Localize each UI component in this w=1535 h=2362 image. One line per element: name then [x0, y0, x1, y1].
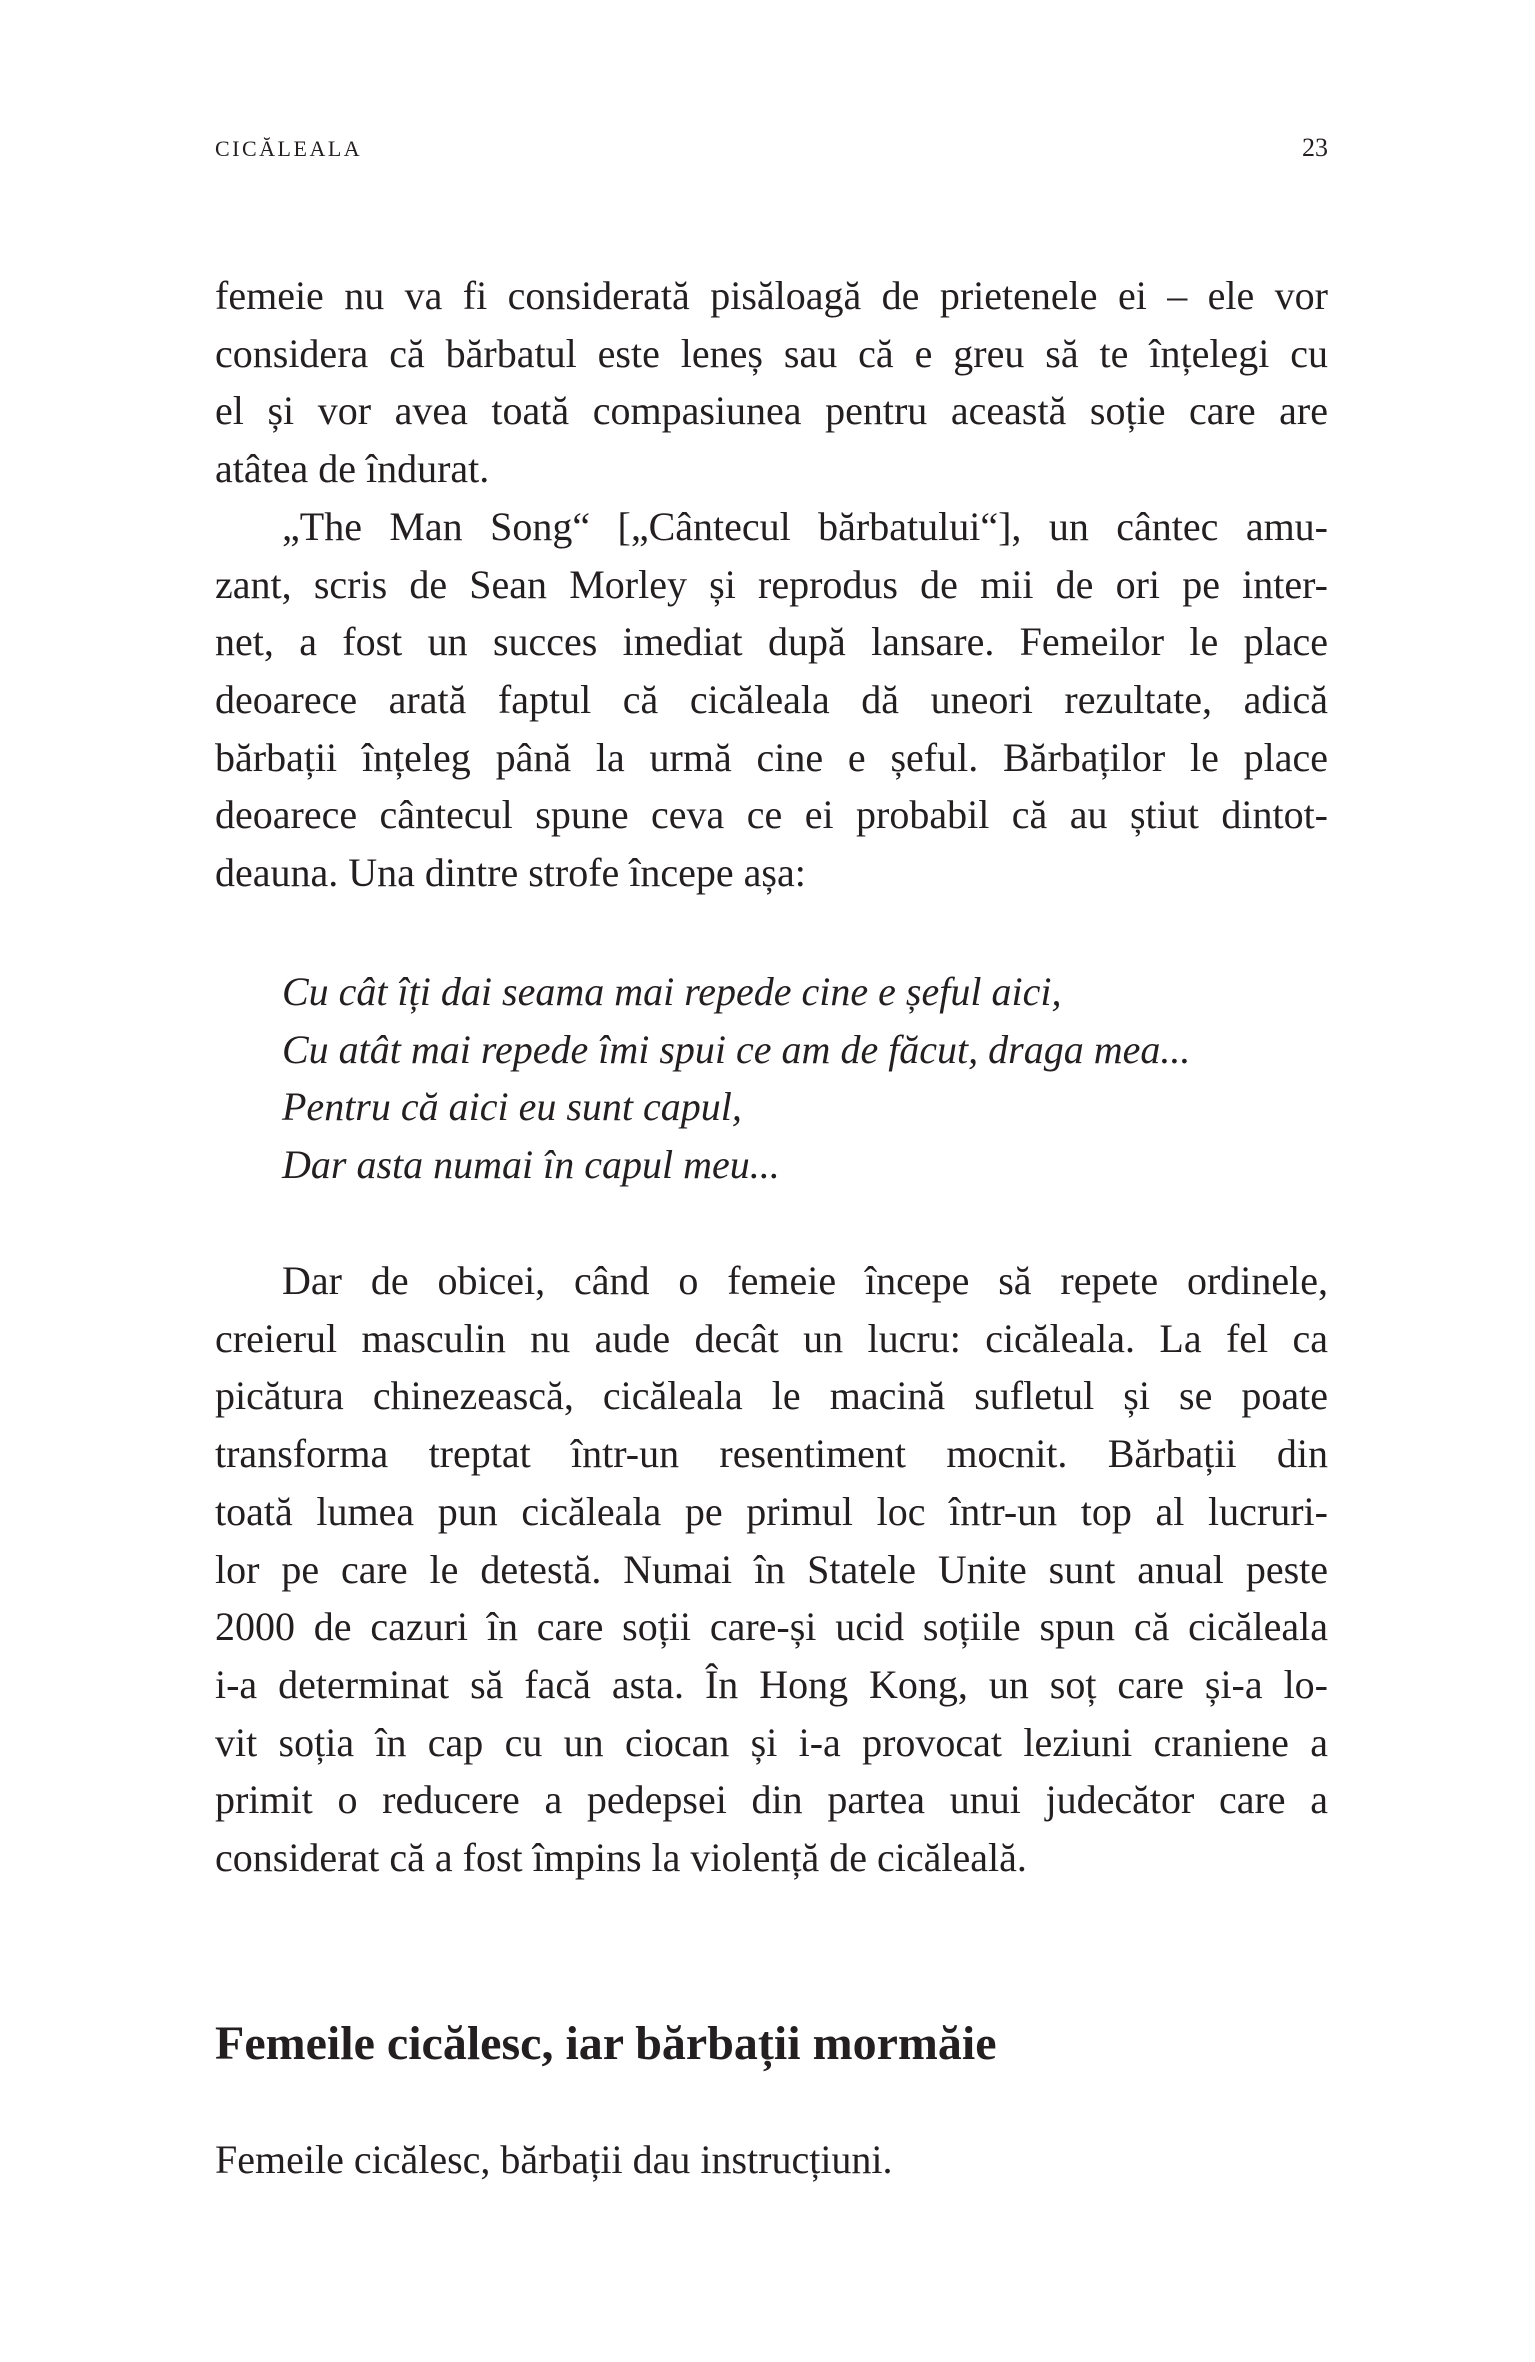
- text-line: deoarece arată faptul că cicăleala dă uneori rezultate, adică: [215, 676, 1328, 722]
- text-line: Dar de obicei, când o femeie începe să repete ordinele,: [282, 1258, 1328, 1303]
- text-line: picătura chinezească, cicăleala le macină sufletul și se poate: [215, 1373, 1328, 1419]
- text-line: toată lumea pun cicăleala pe primul loc într-un top al lucruri-: [215, 1488, 1328, 1534]
- section-heading: Femeile cicălesc, iar bărbații mormăie: [215, 2017, 997, 2070]
- poem-quote: [282, 963, 1282, 1194]
- paragraph-3: [215, 1252, 1328, 1887]
- text-line: atâtea de îndurat.: [215, 446, 490, 492]
- text-line: femeie nu va fi considerată pisăloagă de prietenele ei – ele vor: [215, 273, 1328, 318]
- poem-line: Cu cât îți dai seama mai repede cine e șeful aici,: [282, 969, 1062, 1014]
- text-line: net, a fost un succes imediat după lansare. Femeilor le place: [215, 619, 1328, 665]
- text-line: zant, scris de Sean Morley și reprodus de mii de ori pe inter-: [215, 561, 1328, 607]
- poem-line: Cu atât mai repede îmi spui ce am de făcut, draga mea...: [282, 1026, 1191, 1072]
- text-line: creierul masculin nu aude decât un lucru: cicăleala. La fel ca: [215, 1315, 1328, 1361]
- text-line: deoarece cântecul spune ceva ce ei probabil că au știut dintot-: [215, 792, 1328, 838]
- page-number: 23: [1302, 133, 1328, 162]
- paragraph-4: [215, 2131, 1328, 2189]
- text-line: primit o reducere a pedepsei din partea unui judecător care a: [215, 1777, 1328, 1823]
- poem-line: Dar asta numai în capul meu...: [282, 1142, 780, 1188]
- text-line: vit soția în cap cu un ciocan și i-a provocat leziuni craniene a: [215, 1719, 1328, 1765]
- text-line: considera că bărbatul este leneș sau că e greu să te înțelegi cu: [215, 330, 1328, 376]
- running-title: CICĂLEALA: [215, 136, 363, 161]
- text-line: bărbații înțeleg până la urmă cine e șeful. Bărbaților le place: [215, 734, 1328, 780]
- text-line: „The Man Song“ [„Cântecul bărbatului“], un cântec amu-: [282, 503, 1328, 549]
- paragraph-continued: [215, 267, 1328, 902]
- text-line: lor pe care le detestă. Numai în Statele Unite sunt anual peste: [215, 1546, 1328, 1592]
- text-line: considerat că a fost împins la violență de cicăleală.: [215, 1835, 1027, 1881]
- text-line: deauna. Una dintre strofe începe așa:: [215, 850, 806, 896]
- text-line: i-a determinat să facă asta. În Hong Kong, un soț care și-a lo-: [215, 1661, 1328, 1707]
- text-line: 2000 de cazuri în care soții care-și ucid soțiile spun că cicăleala: [215, 1604, 1328, 1650]
- text-line: el și vor avea toată compasiunea pentru această soție care are: [215, 388, 1328, 434]
- poem-line: Pentru că aici eu sunt capul,: [282, 1084, 742, 1130]
- text-line: Femeile cicălesc, bărbații dau instrucțiuni.: [215, 2137, 893, 2182]
- text-line: transforma treptat într-un resentiment mocnit. Bărbații din: [215, 1431, 1328, 1477]
